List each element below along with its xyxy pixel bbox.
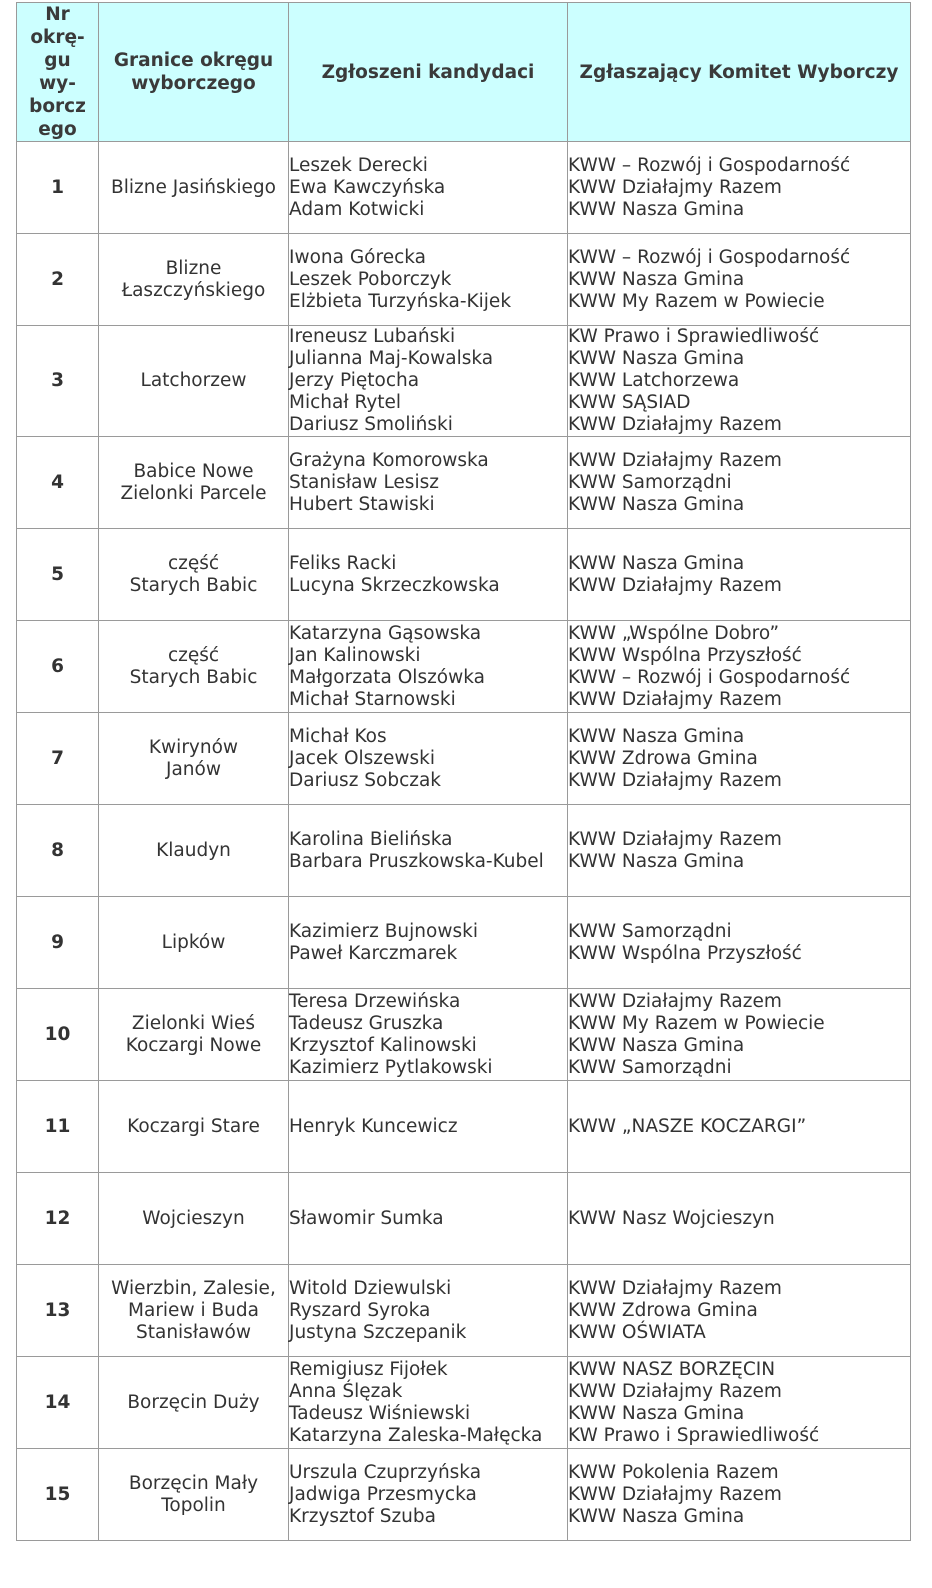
- committee-name: KWW Wspólna Przyszłość: [568, 644, 802, 666]
- boundary-line: Łaszczyńskiego: [121, 279, 266, 301]
- candidate-name: Hubert Stawiski: [289, 493, 435, 515]
- header-line: Zgłaszający Komitet Wyborczy: [579, 61, 899, 83]
- district-boundaries: [99, 437, 289, 529]
- district-number: 9: [17, 897, 99, 989]
- committees-cell: [568, 529, 911, 621]
- district-boundaries: [99, 621, 289, 713]
- district-number: 15: [17, 1449, 99, 1541]
- candidate-name: Karolina Bielińska: [289, 828, 453, 850]
- district-boundaries: [99, 989, 289, 1081]
- committee-name: KWW Nasza Gmina: [568, 493, 745, 515]
- boundary-line: Mariew i Buda: [128, 1299, 259, 1321]
- committee-name: KWW Zdrowa Gmina: [568, 747, 758, 769]
- committee-name: KWW Nasza Gmina: [568, 348, 745, 369]
- candidate-name: Paweł Karczmarek: [289, 942, 458, 964]
- committee-name: KWW Nasza Gmina: [568, 725, 745, 747]
- candidate-name: Jacek Olszewski: [289, 747, 435, 769]
- boundary-line: Blizne: [165, 257, 222, 279]
- candidates-cell: [289, 713, 568, 805]
- committee-name: KWW Nasza Gmina: [568, 1505, 745, 1527]
- boundary-line: Blizne Jasińskiego: [111, 176, 276, 198]
- candidate-name: Michał Starnowski: [289, 688, 456, 710]
- district-boundaries: [99, 234, 289, 326]
- district-number: 12: [17, 1173, 99, 1265]
- boundary-line: Starych Babic: [129, 574, 258, 596]
- committee-name: KWW Wspólna Przyszłość: [568, 942, 802, 964]
- table-row: [17, 1449, 911, 1541]
- district-boundaries: [99, 1265, 289, 1357]
- committee-name: KWW SĄSIAD: [568, 392, 691, 413]
- candidate-name: Jan Kalinowski: [289, 644, 421, 666]
- boundary-line: Wojcieszyn: [142, 1207, 245, 1229]
- committees-cell: [568, 142, 911, 234]
- committee-name: KWW Nasz Wojcieszyn: [568, 1207, 775, 1229]
- candidates-cell: [289, 805, 568, 897]
- boundary-line: Koczargi Nowe: [125, 1034, 262, 1056]
- candidate-name: Lucyna Skrzeczkowska: [289, 574, 500, 596]
- table-row: [17, 529, 911, 621]
- committee-name: KWW My Razem w Powiecie: [568, 290, 825, 312]
- candidates-cell: [289, 437, 568, 529]
- committee-name: KWW Nasza Gmina: [568, 268, 745, 290]
- candidate-name: Kazimierz Pytlakowski: [289, 1056, 493, 1078]
- committee-name: KWW Działajmy Razem: [568, 1380, 782, 1402]
- committee-name: KWW NASZ BORZĘCIN: [568, 1358, 776, 1380]
- table-row: [17, 897, 911, 989]
- district-boundaries: [99, 326, 289, 437]
- committee-name: KWW Samorządni: [568, 1056, 732, 1078]
- candidate-name: Teresa Drzewińska: [289, 990, 461, 1012]
- district-number: 5: [17, 529, 99, 621]
- committee-name: KW Prawo i Sprawiedliwość: [568, 1424, 820, 1446]
- candidate-name: Krzysztof Szuba: [289, 1505, 436, 1527]
- candidate-name: Feliks Racki: [289, 552, 397, 574]
- header-committee: [568, 3, 911, 142]
- committees-cell: [568, 1265, 911, 1357]
- district-number: 10: [17, 989, 99, 1081]
- candidates-cell: [289, 1265, 568, 1357]
- district-number: 13: [17, 1265, 99, 1357]
- header-candidates: [289, 3, 568, 142]
- committee-name: KWW Działajmy Razem: [568, 828, 782, 850]
- candidate-name: Jerzy Piętocha: [289, 370, 420, 391]
- candidate-name: Elżbieta Turzyńska-Kijek: [289, 290, 512, 312]
- committee-name: KWW Zdrowa Gmina: [568, 1299, 758, 1321]
- candidate-name: Katarzyna Gąsowska: [289, 622, 482, 644]
- election-districts-table: [16, 2, 911, 1541]
- committee-name: KWW Działajmy Razem: [568, 990, 782, 1012]
- table-row: [17, 142, 911, 234]
- district-number: 6: [17, 621, 99, 713]
- boundary-line: Borzęcin Mały: [128, 1472, 259, 1494]
- boundary-line: Lipków: [161, 931, 226, 953]
- district-number: 8: [17, 805, 99, 897]
- committee-name: KWW „NASZE KOCZARGI”: [568, 1115, 807, 1137]
- committee-name: KWW Nasza Gmina: [568, 850, 745, 872]
- candidate-name: Stanisław Lesisz: [289, 471, 439, 493]
- boundary-line: Babice Nowe: [133, 460, 254, 482]
- candidate-name: Ewa Kawczyńska: [289, 176, 446, 198]
- district-number: 3: [17, 326, 99, 437]
- candidate-name: Katarzyna Zaleska-Małęcka: [289, 1424, 543, 1446]
- district-boundaries: [99, 1357, 289, 1449]
- header-line: borcz: [29, 96, 86, 117]
- district-number: 14: [17, 1357, 99, 1449]
- boundary-line: Borzęcin Duży: [127, 1391, 260, 1413]
- committee-name: KWW Nasza Gmina: [568, 1402, 745, 1424]
- committees-cell: [568, 989, 911, 1081]
- committee-name: KWW Latchorzewa: [568, 370, 740, 391]
- candidate-name: Dariusz Sobczak: [289, 769, 442, 791]
- committee-name: KWW – Rozwój i Gospodarność: [568, 154, 851, 176]
- candidate-name: Kazimierz Bujnowski: [289, 920, 478, 942]
- committee-name: KWW Działajmy Razem: [568, 449, 782, 471]
- committees-cell: [568, 326, 911, 437]
- committees-cell: [568, 1357, 911, 1449]
- header-line: wy-: [39, 73, 76, 94]
- candidates-cell: [289, 621, 568, 713]
- candidate-name: Ireneusz Lubański: [289, 326, 456, 347]
- committee-name: KWW Działajmy Razem: [568, 769, 782, 791]
- candidate-name: Witold Dziewulski: [289, 1277, 452, 1299]
- header-line: wyborczego: [131, 73, 256, 94]
- committee-name: KW Prawo i Sprawiedliwość: [568, 326, 820, 347]
- committee-name: KWW Działajmy Razem: [568, 574, 782, 596]
- committee-name: KWW Pokolenia Razem: [568, 1461, 779, 1483]
- table-row: [17, 805, 911, 897]
- boundary-line: część: [167, 552, 220, 574]
- boundary-line: Koczargi Stare: [127, 1115, 260, 1137]
- committee-name: KWW Działajmy Razem: [568, 1483, 782, 1505]
- district-boundaries: [99, 713, 289, 805]
- table-row: [17, 326, 911, 437]
- committee-name: KWW Nasza Gmina: [568, 552, 745, 574]
- candidate-name: Leszek Poborczyk: [289, 268, 452, 290]
- candidate-name: Leszek Derecki: [289, 154, 428, 176]
- table-row: [17, 1173, 911, 1265]
- table-row: [17, 621, 911, 713]
- district-boundaries: [99, 529, 289, 621]
- committee-name: KWW – Rozwój i Gospodarność: [568, 666, 851, 688]
- boundary-line: Zielonki Wieś: [131, 1012, 256, 1034]
- boundary-line: Kwirynów: [148, 736, 239, 758]
- candidate-name: Ryszard Syroka: [289, 1299, 431, 1321]
- district-number: 11: [17, 1081, 99, 1173]
- district-boundaries: [99, 142, 289, 234]
- table-row: [17, 1265, 911, 1357]
- district-number: 1: [17, 142, 99, 234]
- header-line: Granice okręgu: [113, 50, 274, 71]
- committees-cell: [568, 805, 911, 897]
- candidates-cell: [289, 142, 568, 234]
- committees-cell: [568, 621, 911, 713]
- candidate-name: Tadeusz Gruszka: [289, 1012, 444, 1034]
- table-row: [17, 989, 911, 1081]
- committees-cell: [568, 713, 911, 805]
- district-boundaries: [99, 1173, 289, 1265]
- committee-name: KWW – Rozwój i Gospodarność: [568, 246, 851, 268]
- committee-name: KWW Nasza Gmina: [568, 1034, 745, 1056]
- committees-cell: [568, 1173, 911, 1265]
- candidate-name: Henryk Kuncewicz: [289, 1115, 458, 1137]
- candidate-name: Grażyna Komorowska: [289, 449, 489, 471]
- committee-name: KWW Działajmy Razem: [568, 176, 782, 198]
- table-row: [17, 1081, 911, 1173]
- candidate-name: Urszula Czuprzyńska: [289, 1461, 482, 1483]
- boundary-line: część: [167, 644, 220, 666]
- boundary-line: Starych Babic: [129, 666, 258, 688]
- table-row: [17, 234, 911, 326]
- table-row: [17, 1357, 911, 1449]
- candidates-cell: [289, 1357, 568, 1449]
- committee-name: KWW OŚWIATA: [568, 1321, 706, 1343]
- header-row: [17, 3, 911, 142]
- committee-name: KWW Działajmy Razem: [568, 1277, 782, 1299]
- header-line: gu: [44, 50, 71, 71]
- district-boundaries: [99, 1449, 289, 1541]
- candidate-name: Adam Kotwicki: [289, 198, 425, 220]
- district-number: 4: [17, 437, 99, 529]
- boundary-line: Stanisławów: [135, 1321, 251, 1343]
- header-district-number: [17, 3, 99, 142]
- candidate-name: Małgorzata Olszówka: [289, 666, 485, 688]
- table-row: [17, 437, 911, 529]
- committee-name: KWW Samorządni: [568, 471, 732, 493]
- committee-name: KWW Nasza Gmina: [568, 198, 745, 220]
- candidates-cell: [289, 234, 568, 326]
- committee-name: KWW „Wspólne Dobro”: [568, 622, 780, 644]
- boundary-line: Zielonki Parcele: [120, 482, 267, 504]
- candidate-name: Iwona Górecka: [289, 246, 426, 268]
- candidate-name: Justyna Szczepanik: [289, 1321, 467, 1343]
- committee-name: KWW My Razem w Powiecie: [568, 1012, 825, 1034]
- committee-name: KWW Działajmy Razem: [568, 414, 782, 435]
- candidates-cell: [289, 1173, 568, 1265]
- candidate-name: Anna Ślęzak: [289, 1380, 403, 1402]
- candidates-cell: [289, 897, 568, 989]
- candidates-cell: [289, 326, 568, 437]
- header-line: ego: [38, 119, 77, 140]
- candidates-cell: [289, 529, 568, 621]
- committees-cell: [568, 437, 911, 529]
- boundary-line: Klaudyn: [156, 839, 231, 861]
- district-number: 2: [17, 234, 99, 326]
- candidates-cell: [289, 1081, 568, 1173]
- committees-cell: [568, 897, 911, 989]
- candidate-name: Barbara Pruszkowska-Kubel: [289, 850, 544, 872]
- header-district-boundaries: [99, 3, 289, 142]
- candidate-name: Dariusz Smoliński: [289, 414, 453, 435]
- header-line: Nr: [45, 4, 70, 25]
- committee-name: KWW Samorządni: [568, 920, 732, 942]
- candidate-name: Remigiusz Fijołek: [289, 1358, 448, 1380]
- table-body: [17, 142, 911, 1541]
- table-row: [17, 713, 911, 805]
- candidates-cell: [289, 989, 568, 1081]
- candidate-name: Krzysztof Kalinowski: [289, 1034, 477, 1056]
- boundary-line: Janów: [166, 758, 221, 780]
- committees-cell: [568, 234, 911, 326]
- candidate-name: Jadwiga Przesmycka: [289, 1483, 477, 1505]
- candidate-name: Sławomir Sumka: [289, 1207, 444, 1229]
- district-boundaries: [99, 897, 289, 989]
- boundary-line: Latchorzew: [140, 370, 247, 391]
- committees-cell: [568, 1081, 911, 1173]
- district-number: 7: [17, 713, 99, 805]
- candidate-name: Michał Rytel: [289, 392, 402, 413]
- header-line: okrę-: [30, 27, 85, 48]
- district-boundaries: [99, 805, 289, 897]
- committees-cell: [568, 1449, 911, 1541]
- candidate-name: Michał Kos: [289, 725, 387, 747]
- district-boundaries: [99, 1081, 289, 1173]
- boundary-line: Wierzbin, Zalesie,: [111, 1277, 276, 1299]
- committee-name: KWW Działajmy Razem: [568, 688, 782, 710]
- header-line: Zgłoszeni kandydaci: [321, 61, 535, 83]
- candidates-cell: [289, 1449, 568, 1541]
- candidate-name: Julianna Maj-Kowalska: [289, 348, 494, 369]
- boundary-line: Topolin: [161, 1494, 226, 1516]
- candidate-name: Tadeusz Wiśniewski: [289, 1402, 471, 1424]
